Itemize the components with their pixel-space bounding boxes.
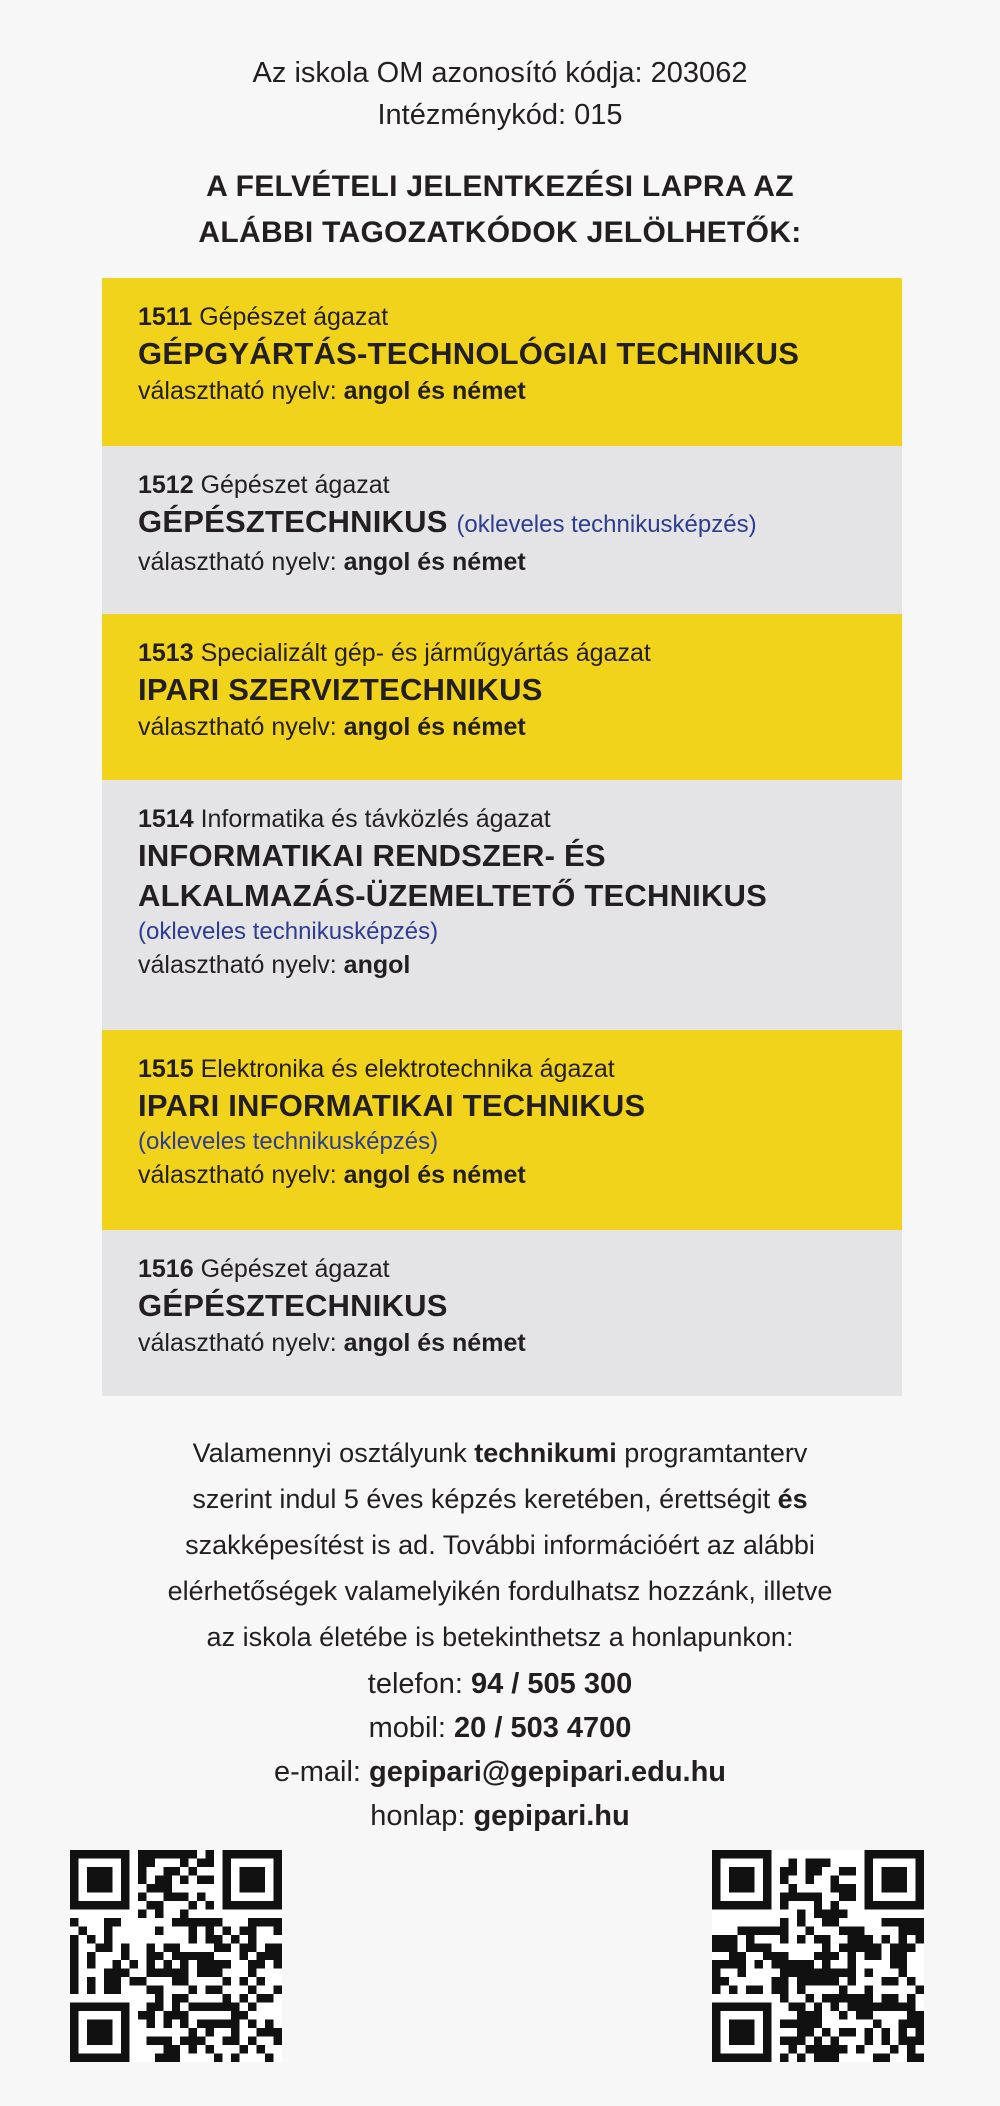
info-text: Valamennyi osztályunk bbox=[192, 1438, 475, 1468]
program-language bbox=[138, 1326, 866, 1360]
program-sector: Gépészet ágazat bbox=[199, 303, 389, 331]
info-emphasis: és bbox=[777, 1484, 808, 1514]
language-value: angol és német bbox=[343, 377, 526, 405]
program-language bbox=[138, 374, 866, 408]
language-label: választható nyelv: bbox=[138, 713, 337, 741]
program-language bbox=[138, 710, 866, 744]
qr-code-right[interactable] bbox=[712, 1850, 924, 2062]
program-name-line-1: INFORMATIKAI RENDSZER- ÉS bbox=[138, 838, 606, 873]
language-value: angol és német bbox=[343, 1161, 526, 1189]
program-sector: Gépészet ágazat bbox=[200, 1255, 390, 1283]
web-line bbox=[0, 1794, 1000, 1838]
om-code-line: Az iskola OM azonosító kódja: 203062 bbox=[252, 57, 748, 89]
program-name: IPARI SZERVIZTECHNIKUS bbox=[138, 672, 543, 707]
program-sector: Informatika és távközlés ágazat bbox=[200, 805, 551, 833]
program-sector: Elektronika és elektrotechnika ágazat bbox=[200, 1055, 615, 1083]
email-link[interactable]: gepipari@gepipari.edu.hu bbox=[369, 1756, 727, 1788]
program-name: GÉPGYÁRTÁS-TECHNOLÓGIAI TECHNIKUS bbox=[138, 336, 800, 371]
program-name-line-2: ALKALMAZÁS-ÜZEMELTETŐ TECHNIKUS bbox=[138, 878, 768, 913]
title-line-2: ALÁBBI TAGOZATKÓDOK JELÖLHETŐK: bbox=[198, 216, 802, 249]
language-value: angol bbox=[343, 951, 411, 979]
web-label: honlap: bbox=[370, 1800, 466, 1832]
program-code: 1514 bbox=[138, 805, 194, 833]
info-text: programtanterv bbox=[616, 1438, 808, 1468]
program-code-line bbox=[138, 636, 866, 670]
program-box-1514 bbox=[102, 780, 902, 1030]
program-code: 1515 bbox=[138, 1055, 194, 1083]
info-text: szerint indul 5 éves képzés keretében, érettségit bbox=[192, 1484, 778, 1514]
program-name: GÉPÉSZTECHNIKUS bbox=[138, 1288, 448, 1323]
program-code-line bbox=[138, 802, 866, 836]
program-name: GÉPÉSZTECHNIKUS bbox=[138, 504, 448, 539]
program-code: 1513 bbox=[138, 639, 194, 667]
phone-line bbox=[0, 1662, 1000, 1706]
program-code-line bbox=[138, 1052, 866, 1086]
language-value: angol és német bbox=[343, 548, 526, 576]
info-line-3: szakképesítést is ad. További információért az alábbi bbox=[185, 1530, 815, 1560]
program-box-1512 bbox=[102, 446, 902, 614]
info-line-5: az iskola életébe is betekinthetsz a honlapunkon: bbox=[206, 1622, 794, 1652]
title-line-1: A FELVÉTELI JELENTKEZÉSI LAPRA AZ bbox=[206, 170, 794, 203]
info-paragraph bbox=[0, 1430, 1000, 1660]
program-sector: Specializált gép- és járműgyártás ágazat bbox=[200, 639, 651, 667]
phone-label: telefon: bbox=[367, 1668, 463, 1700]
program-sector: Gépészet ágazat bbox=[200, 471, 390, 499]
language-label: választható nyelv: bbox=[138, 1161, 337, 1189]
program-box-1513 bbox=[102, 614, 902, 780]
mobile-number[interactable]: 20 / 503 4700 bbox=[454, 1712, 632, 1744]
info-emphasis: technikumi bbox=[474, 1438, 617, 1468]
program-code-line bbox=[138, 1252, 866, 1286]
language-label: választható nyelv: bbox=[138, 951, 337, 979]
info-line-2 bbox=[0, 1476, 1000, 1522]
program-code: 1511 bbox=[138, 303, 193, 331]
program-language bbox=[138, 948, 866, 982]
program-note: (okleveles technikusképzés) bbox=[138, 918, 439, 945]
language-value: angol és német bbox=[343, 713, 526, 741]
email-line bbox=[0, 1750, 1000, 1794]
program-code: 1516 bbox=[138, 1255, 194, 1283]
mobile-line bbox=[0, 1706, 1000, 1750]
program-note: (okleveles technikusképzés) bbox=[456, 511, 757, 538]
program-language bbox=[138, 1158, 866, 1192]
mobile-label: mobil: bbox=[368, 1712, 446, 1744]
program-list bbox=[102, 278, 902, 1396]
header bbox=[0, 52, 1000, 256]
program-box-1515 bbox=[102, 1030, 902, 1230]
info-line-1 bbox=[0, 1430, 1000, 1476]
info-line-4: elérhetőségek valamelyikén fordulhatsz hozzánk, illetve bbox=[167, 1576, 833, 1606]
institution-code-line: Intézménykód: 015 bbox=[377, 99, 623, 131]
program-code-line bbox=[138, 468, 866, 502]
language-label: választható nyelv: bbox=[138, 1329, 337, 1357]
program-code: 1512 bbox=[138, 471, 194, 499]
language-label: választható nyelv: bbox=[138, 548, 337, 576]
program-box-1516 bbox=[102, 1230, 902, 1396]
qr-code-left[interactable] bbox=[70, 1850, 282, 2062]
website-link[interactable]: gepipari.hu bbox=[473, 1800, 630, 1832]
program-name: IPARI INFORMATIKAI TECHNIKUS bbox=[138, 1088, 646, 1123]
language-label: választható nyelv: bbox=[138, 377, 337, 405]
phone-number[interactable]: 94 / 505 300 bbox=[470, 1668, 633, 1700]
program-name-line bbox=[138, 502, 866, 545]
contact-block bbox=[0, 1662, 1000, 1838]
program-language bbox=[138, 545, 866, 579]
program-code-line bbox=[138, 300, 866, 334]
program-note: (okleveles technikusképzés) bbox=[138, 1128, 439, 1155]
program-box-1511 bbox=[102, 278, 902, 446]
email-label: e-mail: bbox=[273, 1756, 361, 1788]
language-value: angol és német bbox=[343, 1329, 526, 1357]
